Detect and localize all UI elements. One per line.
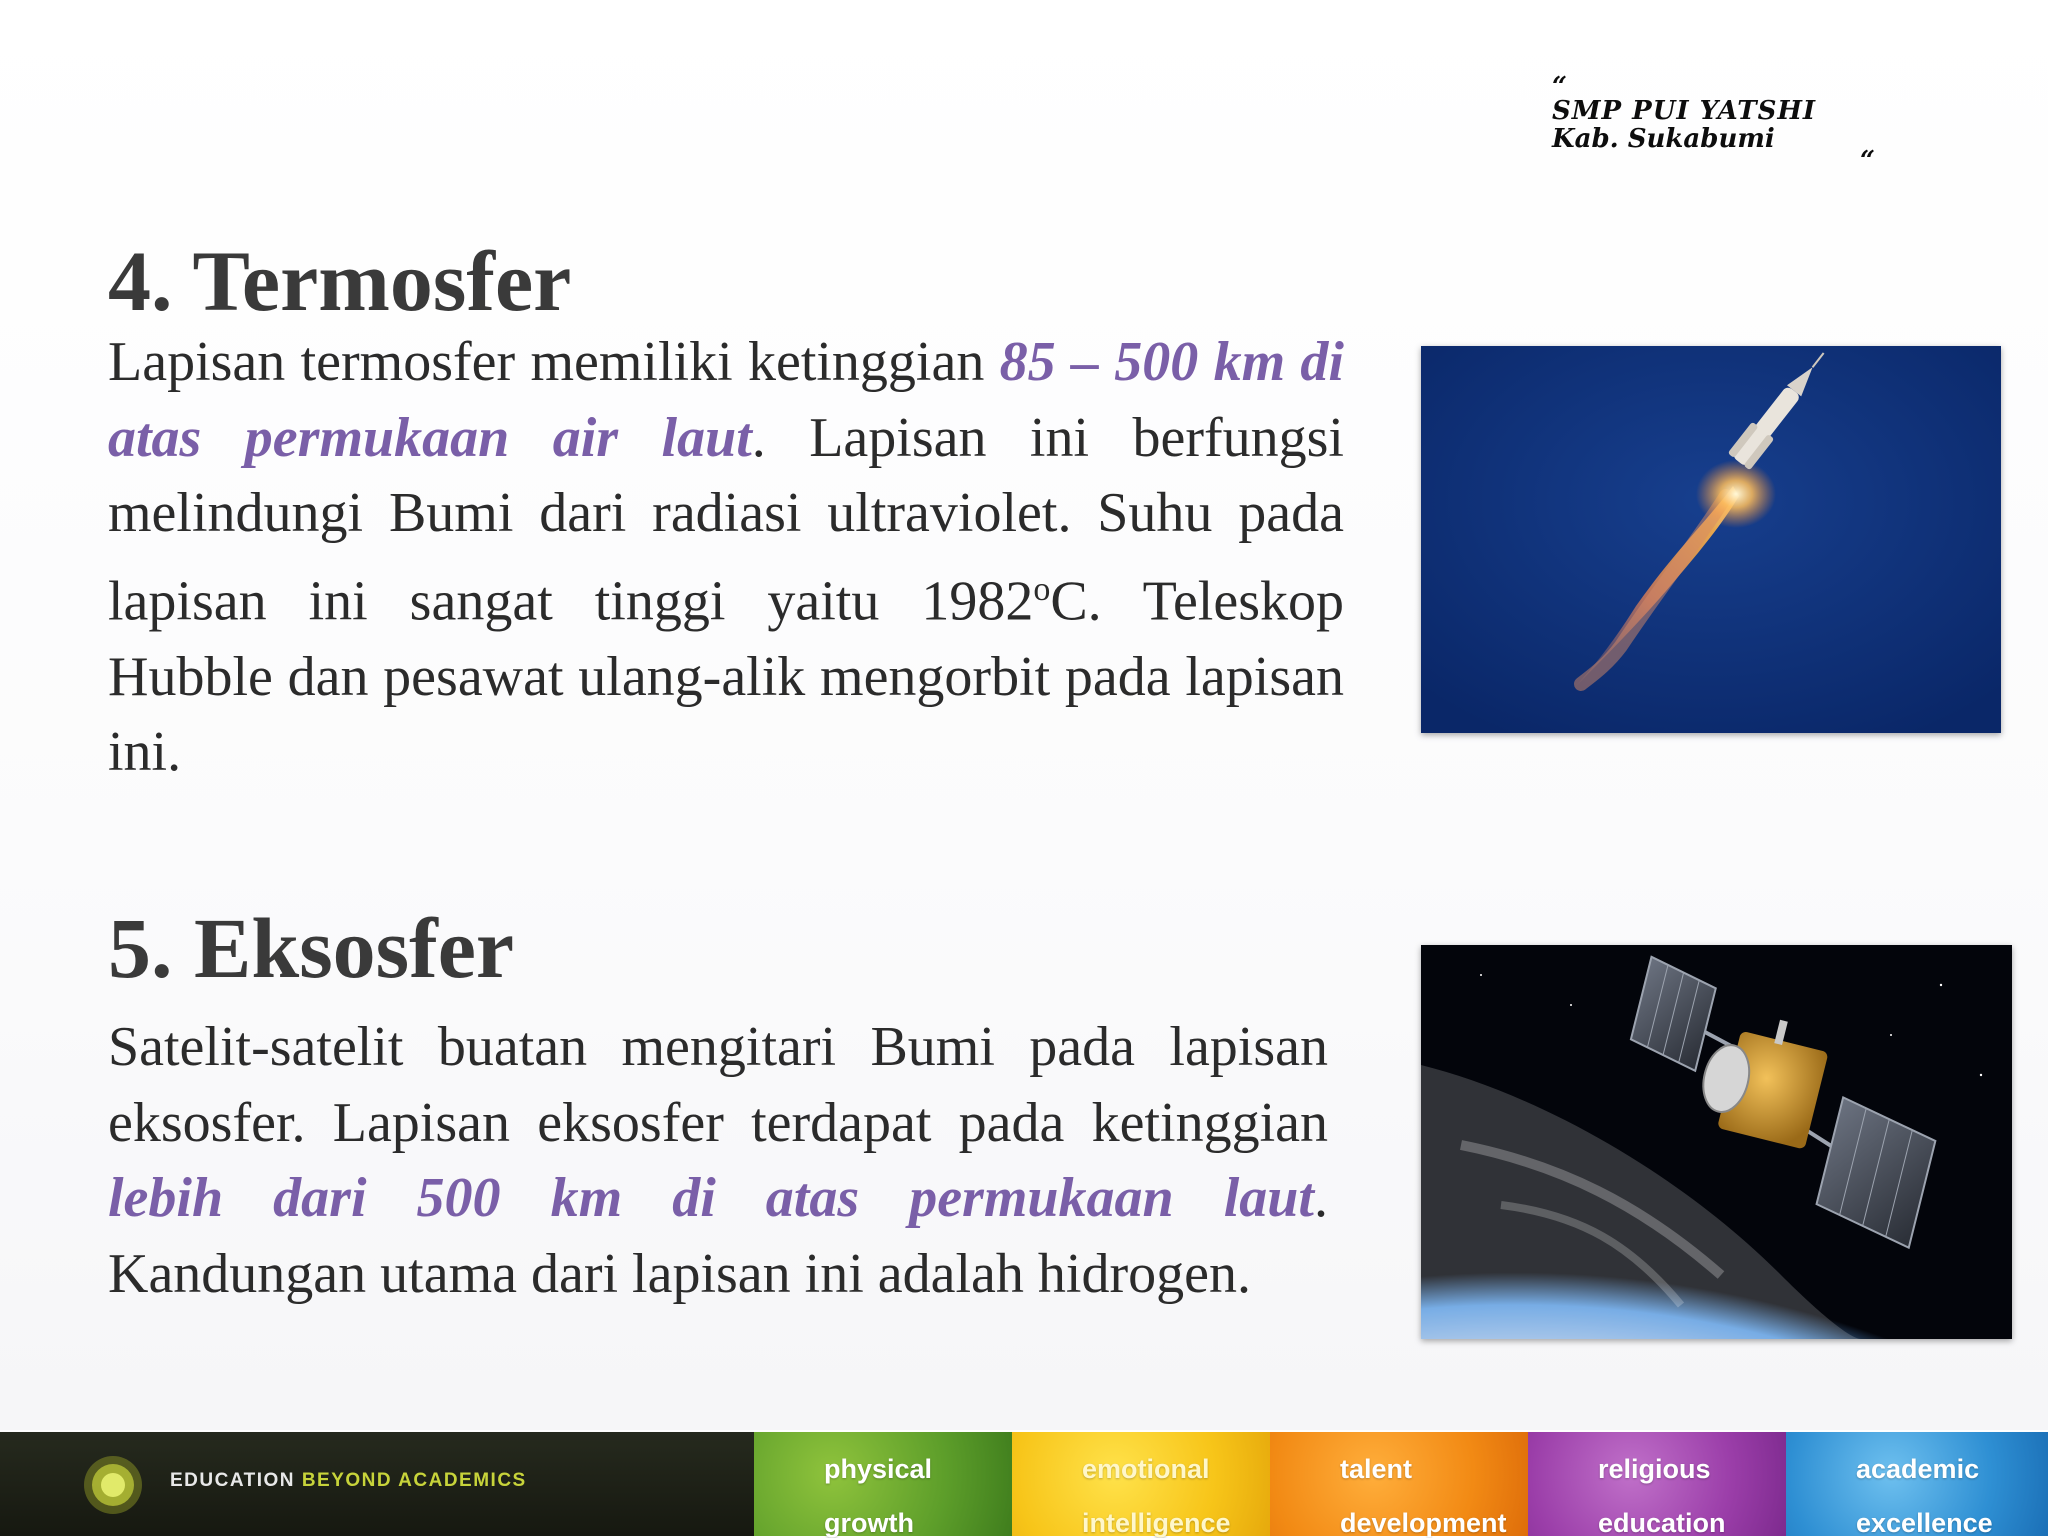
- footer-segment-academic-excellence: [1786, 1432, 2048, 1536]
- segment-line-2: excellence: [1856, 1508, 1993, 1538]
- footer-tagline: [170, 1470, 527, 1492]
- logo-school-location: Kab. Sukabumi: [1552, 124, 1775, 154]
- logo-school-name: SMP PUI YATSHI: [1552, 96, 1817, 126]
- segment-line-2: intelligence: [1082, 1508, 1231, 1538]
- segment-line-2: growth: [824, 1508, 914, 1538]
- termosfer-text-3: C. Teleskop Hubble dan pesawat ulang-alik mengorbit pada lapisan ini.: [108, 570, 1345, 784]
- segment-line-1: academic: [1856, 1454, 1980, 1484]
- eksosfer-highlight-altitude: lebih dari 500 km di atas permukaan laut: [108, 1167, 1314, 1229]
- footer-segment-emotional-intelligence: [1012, 1432, 1270, 1536]
- degree-superscript: o: [1033, 570, 1051, 608]
- termosfer-text-2: . Lapisan ini berfungsi melindungi Bumi dari radiasi ultraviolet. Suhu pada lapisan ini sangat tinggi yaitu 1982: [108, 406, 1344, 633]
- flower-logo-icon: [82, 1454, 144, 1516]
- segment-line-2: development: [1340, 1508, 1507, 1538]
- tagline-part-1: EDUCATION: [170, 1470, 302, 1491]
- tagline-part-2: BEYOND ACADEMICS: [301, 1470, 527, 1491]
- footer-segment-religious-education: [1528, 1432, 1786, 1536]
- segment-line-2: education: [1598, 1508, 1726, 1538]
- footer-banner: [0, 1432, 2048, 1536]
- school-logo: [1550, 72, 1910, 182]
- segment-line-1: emotional: [1082, 1454, 1210, 1484]
- heading-termosfer: 4. Termosfer: [108, 233, 572, 329]
- footer-brand: [0, 1432, 754, 1536]
- segment-line-1: talent: [1340, 1454, 1413, 1484]
- footer-segment-talent-development: [1270, 1432, 1528, 1536]
- segment-line-1: physical: [824, 1454, 933, 1484]
- logo-quote-open: “: [1552, 72, 1567, 102]
- satellite-illustration: [1421, 945, 2012, 1339]
- paragraph-termosfer: [108, 325, 1344, 791]
- termosfer-text-1: Lapisan termosfer memiliki ketinggian: [108, 331, 1000, 393]
- termosfer-highlight-altitude: 85 – 500 km di atas permukaan air laut: [108, 331, 1344, 469]
- heading-eksosfer: 5. Eksosfer: [108, 900, 515, 996]
- eksosfer-text-1: Satelit-satelit buatan mengitari Bumi pada lapisan eksosfer. Lapisan eksosfer terdapat pada ketinggian: [108, 1016, 1328, 1154]
- segment-line-1: religious: [1598, 1454, 1711, 1484]
- rocket-illustration: [1421, 346, 2001, 733]
- satellite-earth-image: [1421, 945, 2012, 1339]
- rocket-launch-image: [1421, 346, 2001, 733]
- eksosfer-text-2: . Kandungan utama dari lapisan ini adalah hidrogen.: [108, 1167, 1328, 1305]
- logo-quote-close: “: [1860, 146, 1875, 176]
- paragraph-eksosfer: [108, 1010, 1328, 1312]
- footer-segment-physical-growth: [754, 1432, 1012, 1536]
